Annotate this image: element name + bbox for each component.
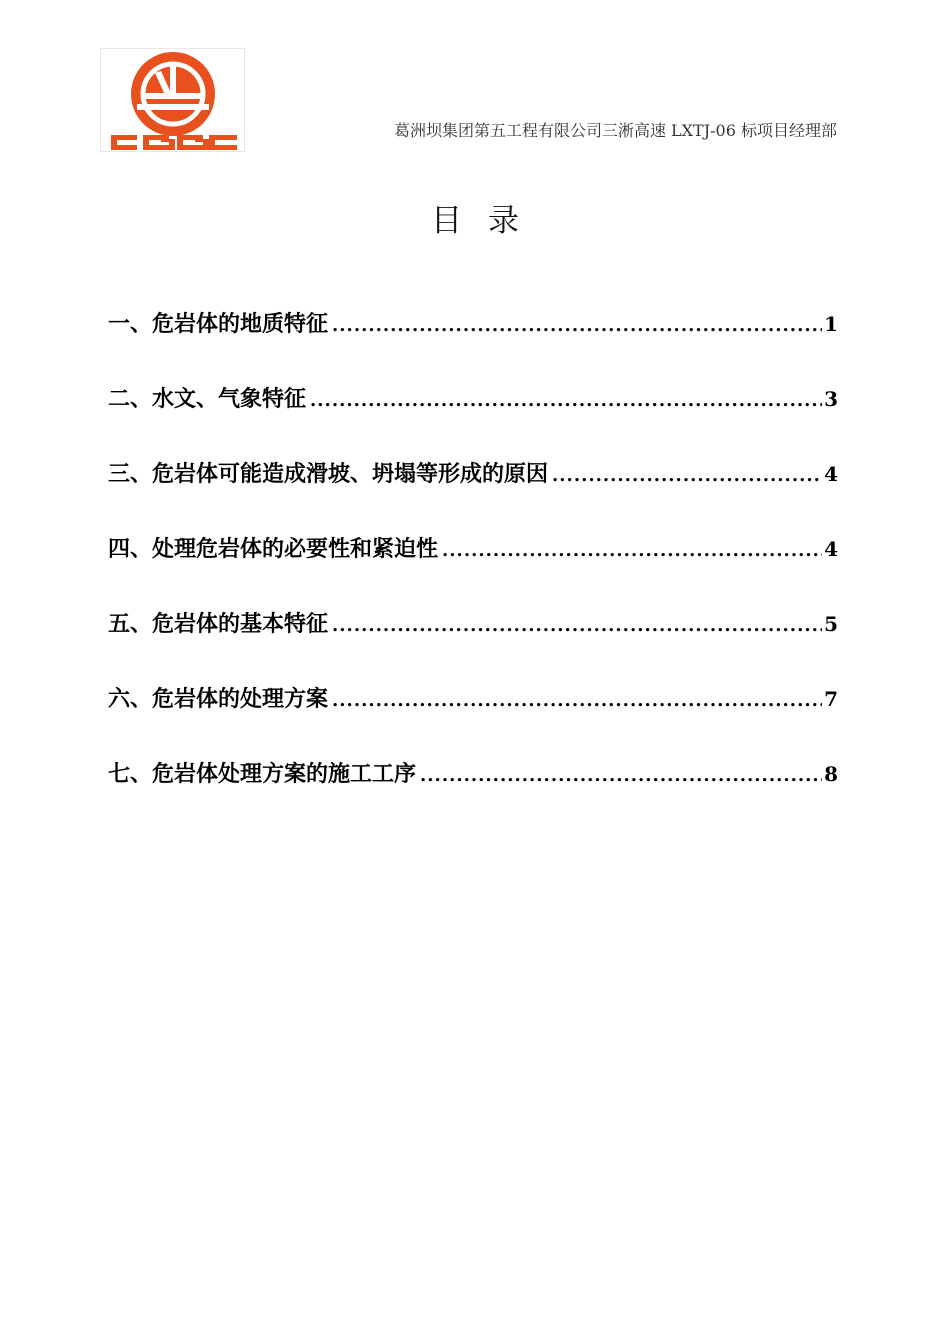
toc-entry-title: 五、危岩体的基本特征 xyxy=(108,612,329,637)
toc-leader-dots xyxy=(332,315,822,336)
toc-entry-title: 三、危岩体可能造成滑坡、坍塌等形成的原因 xyxy=(108,462,549,487)
toc-leader-dots xyxy=(310,390,822,411)
toc-leader-dots xyxy=(420,765,822,786)
toc-page-number: 4 xyxy=(824,462,838,486)
toc-leader-dots xyxy=(332,690,822,711)
toc-page-number: 3 xyxy=(824,387,838,411)
toc-page-number: 1 xyxy=(824,312,838,336)
toc-entry[interactable] xyxy=(108,307,838,345)
toc-entry[interactable] xyxy=(108,607,838,645)
toc-page-number: 4 xyxy=(824,537,838,561)
toc-entry[interactable] xyxy=(108,457,838,495)
toc-leader-dots xyxy=(332,615,822,636)
toc-page-number: 7 xyxy=(824,687,838,711)
cggc-logo-icon xyxy=(101,49,244,151)
company-logo xyxy=(100,48,245,152)
toc-entry-title: 二、水文、气象特征 xyxy=(108,387,307,412)
toc-entry-title: 七、危岩体处理方案的施工工序 xyxy=(108,762,417,787)
toc-entry[interactable] xyxy=(108,682,838,720)
toc-page-number: 5 xyxy=(824,612,838,636)
toc-entry[interactable] xyxy=(108,382,838,420)
toc-entry[interactable] xyxy=(108,757,838,795)
page-title: 目录 xyxy=(431,203,545,239)
toc-leader-dots xyxy=(552,465,822,486)
toc-entry[interactable] xyxy=(108,532,838,570)
company-header-text: 葛洲坝集团第五工程有限公司三淅高速 LXTJ-06 标项目经理部 xyxy=(393,121,837,140)
toc-entry-title: 四、处理危岩体的必要性和紧迫性 xyxy=(108,537,439,562)
table-of-contents xyxy=(108,307,838,832)
toc-entry-title: 一、危岩体的地质特征 xyxy=(108,312,329,337)
toc-leader-dots xyxy=(442,540,822,561)
toc-page-number: 8 xyxy=(824,762,838,786)
toc-entry-title: 六、危岩体的处理方案 xyxy=(108,687,329,712)
